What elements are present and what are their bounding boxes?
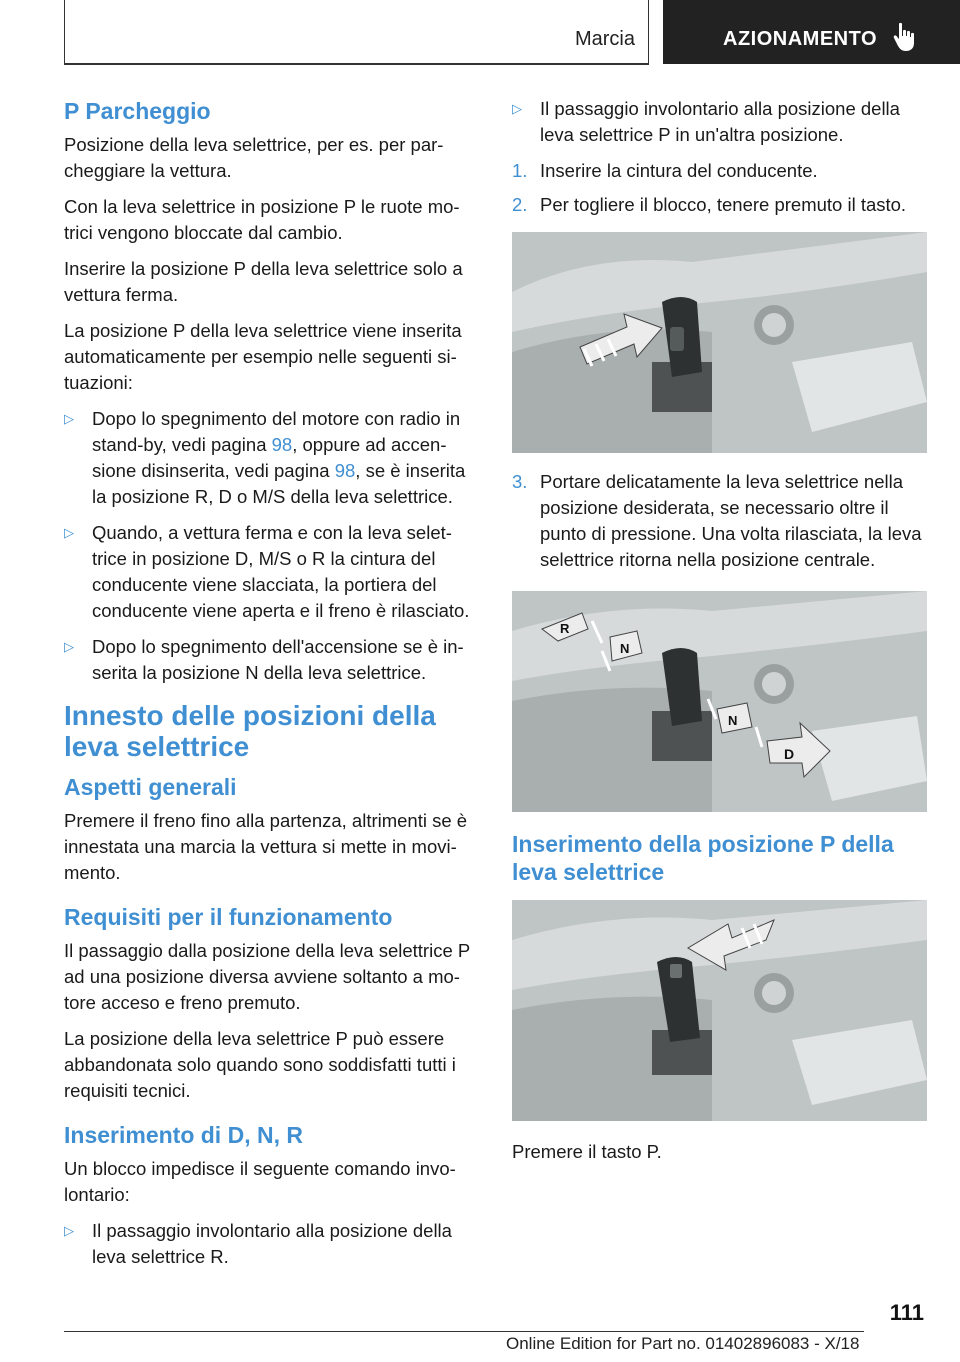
position-label-n: N bbox=[728, 713, 738, 728]
bullet-item: ▷ Dopo lo spegnimento del motore con radio in stand-by, vedi pagina 98, oppure ad accensione disinserita, vedi pagina 98, se è inserita la posizione R, D o M/S della leva selettrice. bbox=[64, 408, 466, 507]
paragraph: Con la leva selettrice in posizione P le ruote motrici vengono bloccate dal cambio. bbox=[64, 196, 460, 243]
paragraph: Premere il tasto P. bbox=[512, 1141, 662, 1162]
paragraph: Un blocco impedisce il seguente comando involontario: bbox=[64, 1158, 456, 1205]
header-rule-left bbox=[64, 0, 65, 64]
paragraph: La posizione della leva selettrice P può essere abbandonata solo quando sono soddisfatti tutti i requisiti tecnici. bbox=[64, 1028, 456, 1101]
numbered-step: 1. Inserire la cintura del conducente. bbox=[512, 160, 818, 181]
edition-note: Online Edition for Part no. 01402896083 - X/18 bbox=[506, 1334, 860, 1353]
numbered-step: 3. Portare delicatamente la leva selettrice nella posizione desiderata, se necessario oltre il punto di pressione. Una volta rilasciata, la leva selettrice ritorna nella posizione centrale. bbox=[512, 471, 922, 570]
heading-inserimento-dnr: Inserimento di D, N, R bbox=[64, 1122, 303, 1148]
paragraph: Il passaggio dalla posizione della leva selettrice P ad una posizione diversa avviene soltanto a motore acceso e freno premuto. bbox=[64, 940, 470, 1013]
page-link[interactable]: 98 bbox=[334, 460, 356, 481]
gear-selector-figure-park bbox=[512, 900, 927, 1121]
gear-selector-figure-unlock bbox=[512, 232, 927, 453]
right-column bbox=[512, 96, 927, 1175]
chapter-tab[interactable] bbox=[663, 0, 960, 64]
hand-pointer-icon bbox=[893, 22, 919, 52]
triangle-bullet-icon: ▷ bbox=[512, 101, 522, 116]
section-title: Marcia bbox=[574, 28, 635, 50]
position-label-r: R bbox=[560, 621, 570, 636]
paragraph: Posizione della leva selettrice, per es. per parcheggiare la vettura. bbox=[64, 134, 444, 181]
paragraph: La posizione P della leva selettrice viene inserita automaticamente per esempio nelle seguenti situazioni: bbox=[64, 320, 462, 393]
numbered-step: 2. Per togliere il blocco, tenere premuto il tasto. bbox=[512, 194, 907, 215]
chapter-title: AZIONAMENTO bbox=[723, 28, 878, 50]
bullet-item: ▷ Dopo lo spegnimento dell'accensione se è inserita la posizione N della leva selettrice. bbox=[64, 636, 464, 683]
page-number: 111 bbox=[889, 1300, 924, 1325]
heading-parcheggio: P Parcheggio bbox=[64, 98, 211, 124]
triangle-bullet-icon: ▷ bbox=[64, 525, 74, 540]
page-link[interactable]: 98 bbox=[271, 434, 293, 455]
gear-selector-figure-positions bbox=[512, 591, 927, 812]
footer-rule bbox=[64, 1331, 864, 1332]
bullet-item: ▷ Il passaggio involontario alla posizione della leva selettrice P in un'altra posizione. bbox=[512, 98, 900, 145]
heading-innesto: Innesto delle posizioni della leva selettrice bbox=[64, 700, 436, 762]
paragraph: Premere il freno fino alla partenza, altrimenti se è innestata una marcia la vettura si mette in movimento. bbox=[64, 810, 468, 883]
triangle-bullet-icon: ▷ bbox=[64, 411, 74, 426]
paragraph: Inserire la posizione P della leva selettrice solo a vettura ferma. bbox=[64, 258, 463, 305]
heading-aspetti-generali: Aspetti generali bbox=[64, 774, 237, 800]
bullet-item: ▷ Il passaggio involontario alla posizione della leva selettrice R. bbox=[64, 1220, 452, 1267]
triangle-bullet-icon: ▷ bbox=[64, 639, 74, 654]
header-rule-mid bbox=[648, 0, 649, 64]
position-label-n: N bbox=[620, 641, 630, 656]
heading-inserimento-p: Inserimento della posizione P della leva selettrice bbox=[512, 831, 894, 885]
position-label-d: D bbox=[784, 746, 795, 762]
heading-requisiti: Requisiti per il funzionamento bbox=[64, 904, 393, 930]
triangle-bullet-icon: ▷ bbox=[64, 1223, 74, 1238]
bullet-item: ▷ Quando, a vettura ferma e con la leva selettrice in posizione D, M/S o R la cintura del conducente viene slacciata, la portiera del conducente viene aperta e il freno è rilasciato. bbox=[64, 522, 470, 621]
left-column bbox=[64, 96, 478, 1280]
header-rule-bottom bbox=[64, 63, 649, 65]
